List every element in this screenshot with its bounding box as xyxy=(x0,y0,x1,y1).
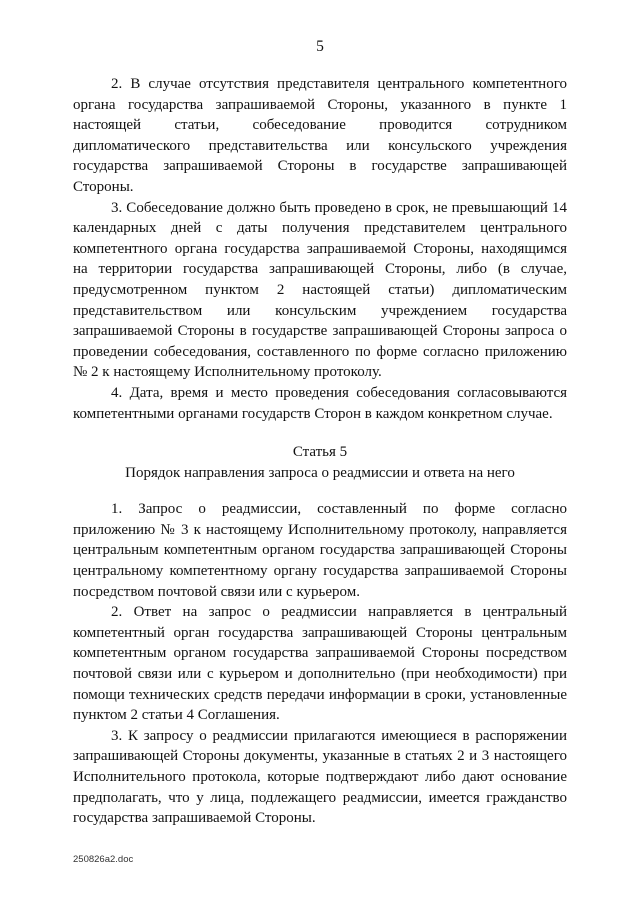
article-title: Статья 5 xyxy=(292,444,348,461)
article5-paragraph-2: 2. Ответ на запрос о реадмиссии направляется в центральный компетентный орган государства запрашивающей Стороны центральным компетентным органом государства запрашиваемой Стороны посредством почтовой связи или с курьером и дополнительно (при необходимости) при помощи технических средств передачи информации в сроки, установленные пунктом 2 статьи 4 Соглашения. xyxy=(73,604,567,724)
article5-paragraph-1: 1. Запрос о реадмиссии, составленный по форме согласно приложению № 3 к настоящему Исполнительному протоколу, направляется центральным компетентным органом государства запрашивающей Стороны центральному компетентному органу государства запрашиваемой Стороны посредством почтовой связи или с курьером. xyxy=(73,501,567,600)
document-body xyxy=(73,74,567,829)
paragraph-4: 4. Дата, время и место проведения собеседования согласовываются компетентными органами государств Сторон в каждом конкретном случае. xyxy=(73,384,567,422)
article-subtitle: Порядок направления запроса о реадмиссии и ответа на него xyxy=(125,464,515,481)
paragraph-3: 3. Собеседование должно быть проведено в срок, не превышающий 14 календарных дней с даты получения представителем центрального компетентного органа государства запрашиваемой Стороны, находящимся на территории государства запрашивающей Стороны, либо (в случае, предусмотренном пунктом 2 настоящей статьи) дипломатическим представительством или консульским учреждением государства запрашиваемой Стороны в государстве запрашивающей Стороны запроса о проведении собеседования, составленного по форме согласно приложению № 2 к настоящему Исполнительному протоколу. xyxy=(73,199,567,381)
footer-filename: 250826a2.doc xyxy=(73,854,134,865)
article5-paragraph-3: 3. К запросу о реадмиссии прилагаются имеющиеся в распоряжении запрашивающей Стороны документы, указанные в статьях 2 и 3 настоящего Исполнительного протокола, которые подтверждают либо дают основание предполагать, что у лица, подлежащего реадмиссии, имеется гражданство государства запрашиваемой Стороны. xyxy=(73,727,567,827)
page-number: 5 xyxy=(316,38,324,55)
paragraph-2: 2. В случае отсутствия представителя центрального компетентного органа государства запрашиваемой Стороны, указанного в пункте 1 настоящей статьи, собеседование проводится сотрудником дипломатического представительства или консульского учреждения государства запрашиваемой Стороны в государстве запрашивающей Стороны. xyxy=(73,76,567,195)
